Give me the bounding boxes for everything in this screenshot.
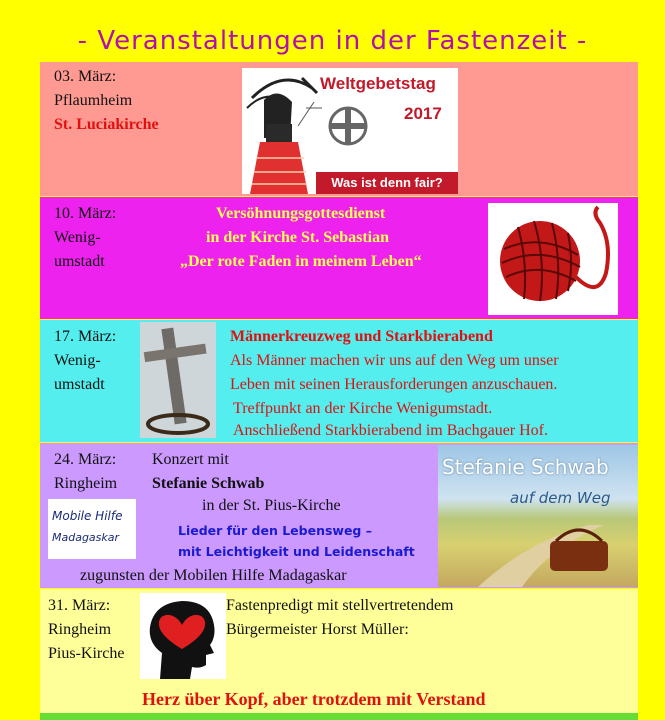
stefanie-schwab-banner <box>438 445 638 587</box>
banner-subtitle: auf dem Weg <box>510 489 611 507</box>
poster-year: 2017 <box>404 104 442 123</box>
event-date: 31. März: <box>48 597 111 614</box>
event-text: in der Kirche St. Sebastian <box>206 229 389 246</box>
event-church: St. Luciakirche <box>54 116 159 133</box>
event-date: 03. März: <box>54 68 117 85</box>
event-intro: Konzert mit <box>152 451 229 468</box>
green-divider <box>40 713 638 720</box>
event-text: Leben mit seinen Herausforderungen anzuschauen. <box>230 376 558 393</box>
heart-head-icon <box>140 593 226 679</box>
yarn-ball-icon <box>488 203 618 315</box>
event-motto: Herz über Kopf, aber trotzdem mit Verstand <box>142 689 486 709</box>
heart-head-image <box>140 593 226 679</box>
cross-crown-image <box>140 322 216 438</box>
event-heading: Männerkreuzweg und Starkbierabend <box>230 328 493 345</box>
event-panel-3 <box>40 320 638 442</box>
event-place: umstadt <box>54 376 105 393</box>
event-date: 17. März: <box>54 328 117 345</box>
weltgebetstag-poster <box>242 68 458 194</box>
event-text: Als Männer machen wir uns auf den Weg um unser <box>230 352 559 369</box>
banner-name: Stefanie Schwab <box>442 455 609 479</box>
poster-tagline: Was ist denn fair? <box>316 172 458 194</box>
event-tagline: Lieder für den Lebensweg – <box>178 523 372 538</box>
event-place: Wenig- <box>54 229 101 246</box>
event-text: „Der rote Faden in meinem Leben“ <box>180 253 422 270</box>
cross-with-thorns-icon <box>140 322 216 438</box>
event-panel-4 <box>40 443 638 588</box>
event-text: Treffpunkt an der Kirche Wenigumstadt. <box>233 400 493 417</box>
event-panel-2 <box>40 197 638 319</box>
event-place: Wenig- <box>54 352 101 369</box>
event-date: 10. März: <box>54 205 117 222</box>
event-panel-1 <box>40 62 638 196</box>
event-place: umstadt <box>54 253 105 270</box>
logo-text: Mobile Hilfe <box>52 509 123 523</box>
event-venue: in der St. Pius-Kirche <box>202 497 341 514</box>
logo-text: Madagaskar <box>52 531 120 544</box>
page-title: - Veranstaltungen in der Fastenzeit - <box>77 26 588 56</box>
poster-title: Weltgebetstag <box>320 74 436 93</box>
event-text: Anschließend Starkbierabend im Bachgauer Hof. <box>233 422 549 439</box>
event-place: Pflaumheim <box>54 92 133 109</box>
yarn-ball-image <box>488 203 618 315</box>
event-place: Ringheim <box>54 475 118 492</box>
event-text: Fastenpredigt mit stellvertretendem <box>226 597 454 614</box>
event-text: Bürgermeister Horst Müller: <box>226 621 409 638</box>
cross-logo-icon <box>326 104 370 148</box>
mobile-hilfe-logo <box>48 499 136 559</box>
event-panel-5 <box>40 589 638 713</box>
event-place: Ringheim <box>48 621 112 638</box>
artist-name: Stefanie Schwab <box>152 475 265 492</box>
event-benefit: zugunsten der Mobilen Hilfe Madagaskar <box>80 567 347 584</box>
event-date: 24. März: <box>54 451 117 468</box>
event-church: Pius-Kirche <box>48 645 125 662</box>
event-text: Versöhnungsgottesdienst <box>216 205 386 222</box>
event-tagline: mit Leichtigkeit und Leidenschaft <box>178 544 415 559</box>
